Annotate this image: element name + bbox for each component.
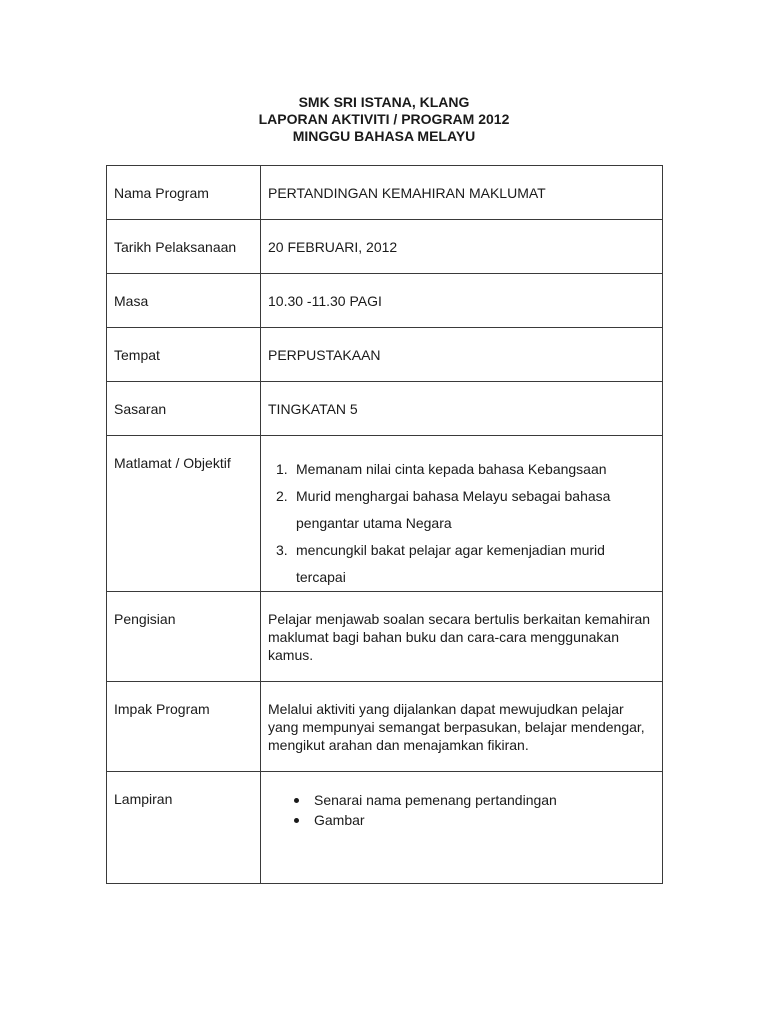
- row-tempat: [107, 328, 663, 382]
- list-number: 1.: [276, 461, 288, 477]
- value-nama-program: PERTANDINGAN KEMAHIRAN MAKLUMAT: [268, 185, 546, 201]
- list-number: 3.: [276, 542, 288, 558]
- value-tarikh: 20 FEBRUARI, 2012: [268, 239, 398, 255]
- bullet-icon: [294, 798, 299, 803]
- bullet-icon: [294, 818, 299, 823]
- report-header: [0, 94, 768, 145]
- attachment-text: Gambar: [314, 812, 365, 828]
- value-masa: 10.30 -11.30 PAGI: [268, 293, 382, 309]
- value-sasaran: TINGKATAN 5: [268, 401, 358, 417]
- list-number: 2.: [276, 488, 288, 504]
- objective-text: Murid menghargai bahasa Melayu sebagai bahasa pengantar utama Negara: [296, 488, 611, 531]
- row-matlamat: [107, 436, 663, 592]
- row-impak: [107, 682, 663, 772]
- label-lampiran: Lampiran: [114, 791, 173, 807]
- school-name: SMK SRI ISTANA, KLANG: [298, 94, 470, 110]
- value-impak: Melalui aktiviti yang dijalankan dapat mewujudkan pelajar yang mempunyai semangat berpasukan, belajar mendengar, mengikut arahan dan menajamkan fikiran.: [268, 701, 645, 753]
- list-item: [276, 483, 656, 537]
- objective-text: Memanam nilai cinta kepada bahasa Kebangsaan: [296, 461, 607, 477]
- value-pengisian: Pelajar menjawab soalan secara bertulis berkaitan kemahiran maklumat bagi bahan buku dan cara-cara menggunakan kamus.: [268, 611, 651, 663]
- label-impak: Impak Program: [114, 701, 210, 717]
- row-pengisian: [107, 592, 663, 682]
- row-masa: [107, 274, 663, 328]
- row-lampiran: [107, 772, 663, 884]
- label-pengisian: Pengisian: [114, 611, 176, 627]
- report-title: LAPORAN AKTIVITI / PROGRAM 2012: [258, 111, 510, 127]
- list-item: [276, 456, 656, 483]
- label-tempat: Tempat: [114, 347, 160, 363]
- label-tarikh: Tarikh Pelaksanaan: [114, 239, 237, 255]
- program-week-title: MINGGU BAHASA MELAYU: [292, 128, 476, 144]
- label-sasaran: Sasaran: [114, 401, 167, 417]
- row-tarikh: [107, 220, 663, 274]
- list-item: [276, 537, 656, 591]
- list-item: [314, 810, 656, 830]
- label-masa: Masa: [114, 293, 149, 309]
- objective-text: mencungkil bakat pelajar agar kemenjadian murid tercapai: [296, 542, 605, 585]
- objectives-list: [268, 456, 656, 591]
- list-item: [314, 790, 656, 810]
- report-table: [106, 165, 663, 884]
- label-matlamat: Matlamat / Objektif: [114, 455, 231, 471]
- value-tempat: PERPUSTAKAAN: [268, 347, 381, 363]
- row-sasaran: [107, 382, 663, 436]
- label-nama-program: Nama Program: [114, 185, 209, 201]
- attachments-list: [268, 790, 656, 830]
- attachment-text: Senarai nama pemenang pertandingan: [314, 792, 557, 808]
- row-nama-program: [107, 166, 663, 220]
